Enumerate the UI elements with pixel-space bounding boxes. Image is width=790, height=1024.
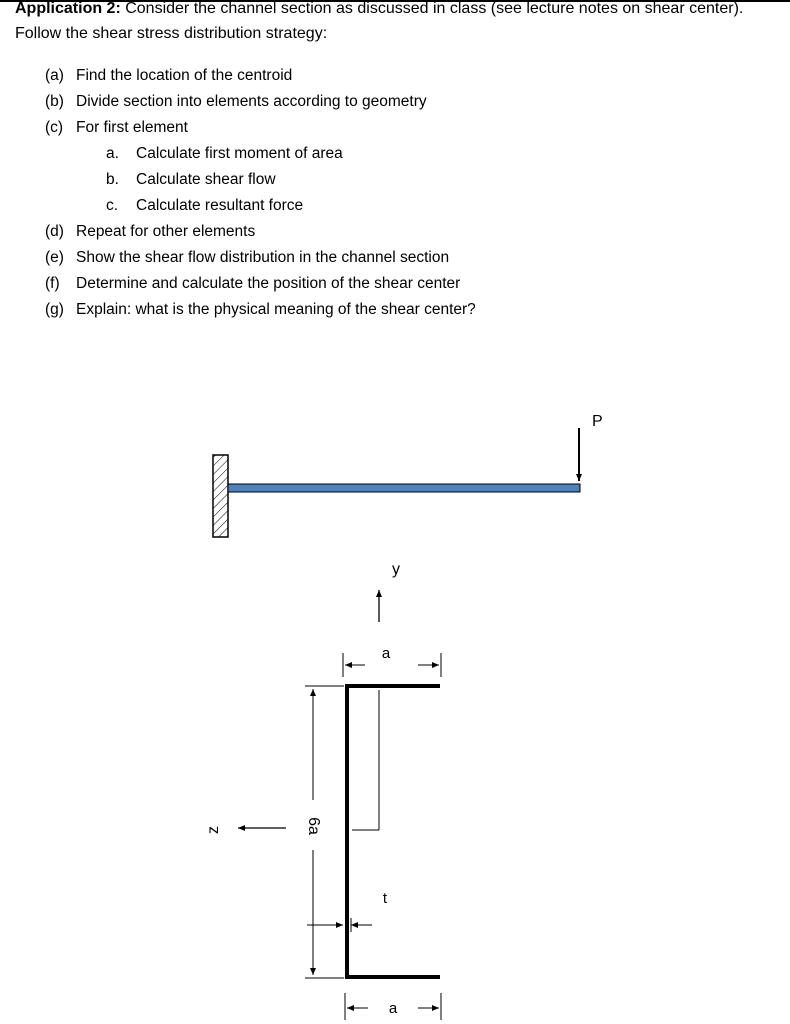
step-marker: (c) <box>45 119 64 136</box>
substep-text: Calculate first moment of area <box>136 145 343 162</box>
step-text: Repeat for other elements <box>76 223 256 240</box>
z-axis-label: z <box>205 826 222 834</box>
substep-text: Calculate resultant force <box>136 197 304 214</box>
step-text: For first element <box>76 119 188 136</box>
step-text: Determine and calculate the position of the shear center <box>76 275 461 292</box>
substep-marker: a. <box>106 145 119 162</box>
load-label: P <box>592 413 603 430</box>
step-marker: (d) <box>45 223 64 240</box>
step-text: Divide section into elements according to geometry <box>76 93 427 110</box>
substep-text: Calculate shear flow <box>136 171 276 188</box>
title-rest: Consider the channel section as discussed in class (see lecture notes on shear center). <box>120 0 744 17</box>
step-marker: (e) <box>45 249 64 266</box>
thickness-label: t <box>382 890 388 907</box>
fixed-support <box>213 455 228 537</box>
channel-section <box>347 686 440 977</box>
substep-marker: b. <box>106 171 119 188</box>
substep-marker: c. <box>106 197 119 214</box>
instruction-line: Follow the shear stress distribution strategy: <box>15 25 328 42</box>
step-marker: (a) <box>45 67 64 84</box>
height-dimension: 6a <box>305 817 322 835</box>
step-marker: (g) <box>45 301 64 318</box>
step-marker: (f) <box>45 275 60 292</box>
top-flange-dimension: a <box>381 645 391 662</box>
title-bold: Application 2: <box>15 0 121 17</box>
cantilever-beam <box>228 484 580 492</box>
step-marker: (b) <box>45 93 64 110</box>
bottom-flange-dimension: a <box>388 1000 398 1017</box>
y-axis-label: y <box>392 561 400 578</box>
step-text: Explain: what is the physical meaning of the shear center? <box>76 301 476 318</box>
step-text: Find the location of the centroid <box>76 67 293 84</box>
step-text: Show the shear flow distribution in the channel section <box>76 249 450 266</box>
